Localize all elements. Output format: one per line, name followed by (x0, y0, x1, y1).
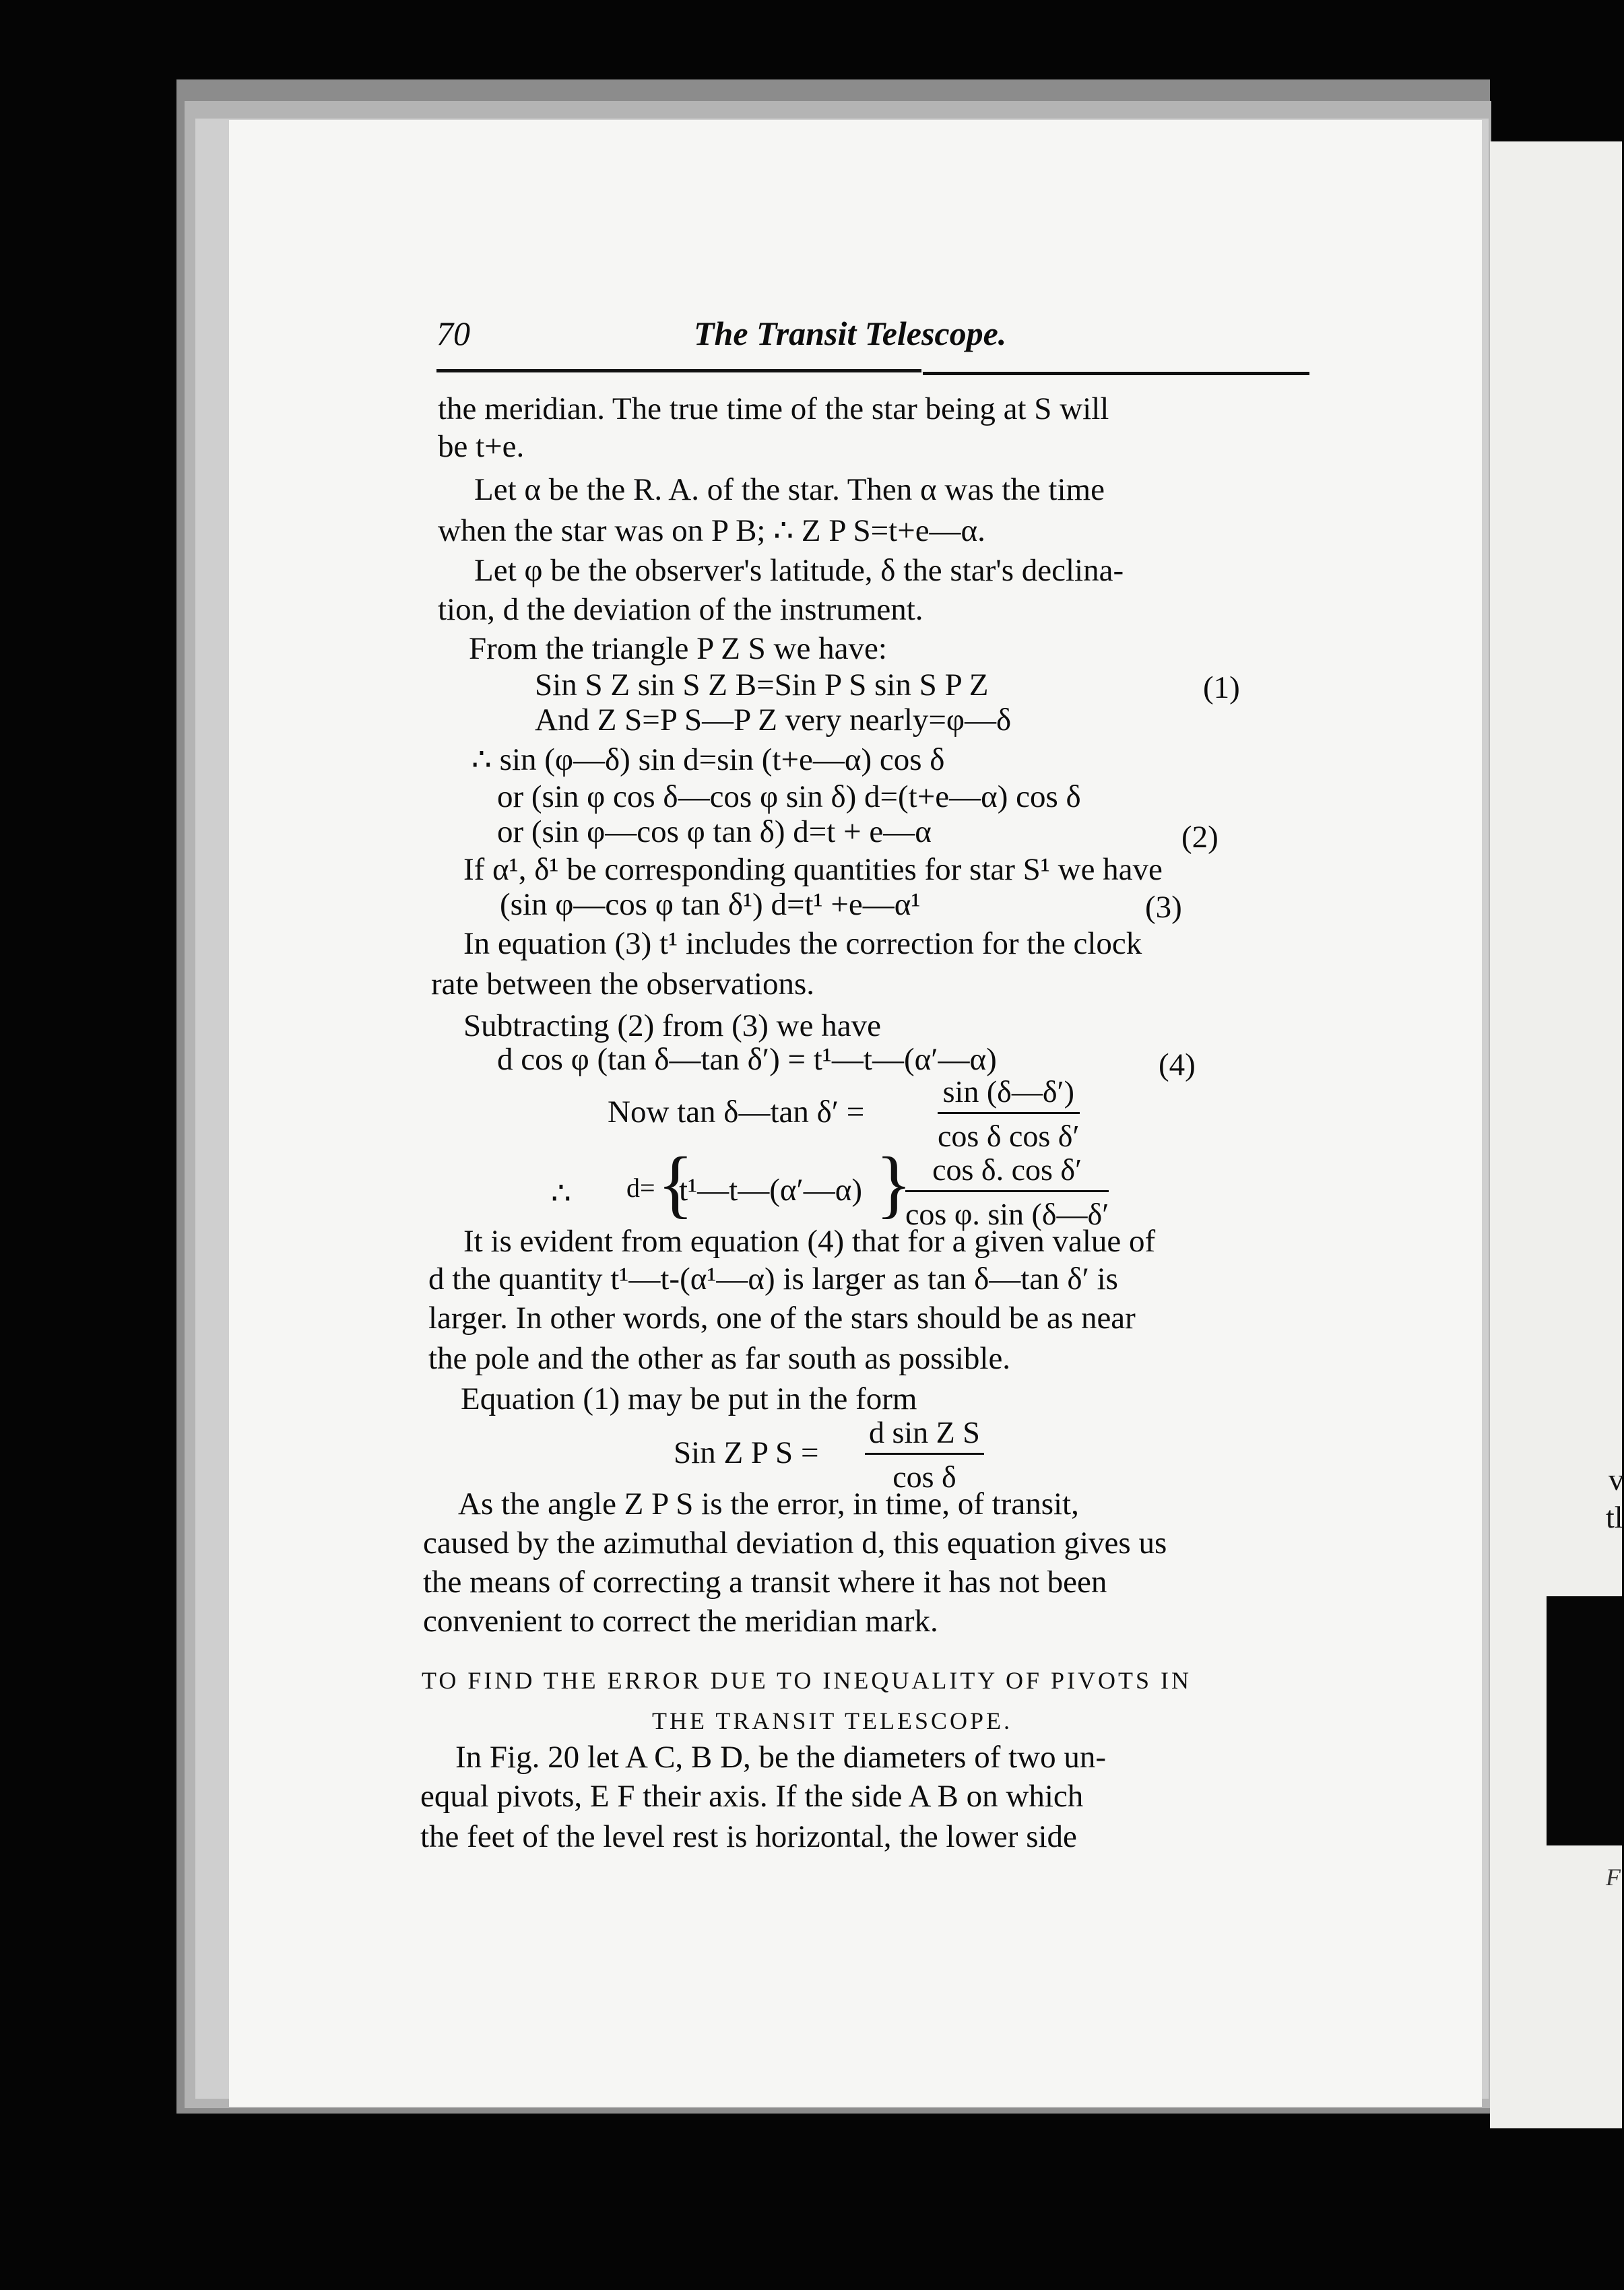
facing-page-fragment: v (1609, 1462, 1624, 1497)
equation-number: (3) (1145, 890, 1182, 925)
equation-line: ∴ sin (φ—δ) sin d=sin (t+e—α) cos δ (472, 742, 945, 777)
equation-number: (2) (1181, 820, 1219, 855)
text-line: the means of correcting a transit where it has not been (423, 1565, 1107, 1600)
section-heading: TO FIND THE ERROR DUE TO INEQUALITY OF PIVOTS IN (422, 1667, 1192, 1694)
fraction (905, 1152, 1109, 1232)
text-line: As the angle Z P S is the error, in time, of transit, (458, 1486, 1079, 1522)
text-line: convenient to correct the meridian mark. (423, 1604, 938, 1639)
text-line: caused by the azimuthal deviation d, this equation gives us (423, 1526, 1167, 1561)
text-line: d the quantity t¹—t-(α¹—α) is larger as tan δ—tan δ′ is (428, 1262, 1118, 1297)
equation-number: (1) (1203, 670, 1240, 705)
page-number: 70 (436, 315, 470, 352)
text-line: the pole and the other as far south as possible. (428, 1341, 1011, 1376)
equation-line: (sin φ—cos φ tan δ¹) d=t¹ +e—α¹ (500, 887, 921, 922)
section-heading: THE TRANSIT TELESCOPE. (652, 1707, 1013, 1734)
equation-line: t¹—t—(α′—α) (679, 1173, 863, 1208)
text-line: equal pivots, E F their axis. If the side A B on which (420, 1779, 1084, 1814)
text-line: be t+e. (438, 429, 525, 464)
text-line: larger. In other words, one of the stars should be as near (428, 1301, 1136, 1336)
text-line: the meridian. The true time of the star being at S will (438, 391, 1109, 426)
header-rule (923, 372, 1309, 375)
left-brace: { (657, 1142, 694, 1226)
fraction (938, 1074, 1080, 1154)
fraction-numerator: d sin Z S (865, 1414, 984, 1455)
text-line: It is evident from equation (4) that for a given value of (463, 1224, 1156, 1259)
header-rule (436, 369, 921, 372)
fraction-numerator: sin (δ—δ′) (938, 1074, 1080, 1114)
right-brace: } (876, 1142, 912, 1226)
equation-line: And Z S=P S—P Z very nearly=φ—δ (535, 702, 1012, 738)
fraction-numerator: cos δ. cos δ′ (905, 1152, 1109, 1192)
running-head: The Transit Telescope. (694, 315, 1007, 352)
text-line: the feet of the level rest is horizontal, the lower side (420, 1819, 1077, 1854)
text-line: Let α be the R. A. of the star. Then α was the time (474, 472, 1105, 507)
equation-line: or (sin φ—cos φ tan δ) d=t + e—α (497, 814, 932, 849)
equation-number: (4) (1159, 1047, 1196, 1082)
equation-line: Now tan δ—tan δ′ = (608, 1094, 865, 1130)
fraction-denominator: cos δ (892, 1460, 956, 1494)
text-line: If α¹, δ¹ be corresponding quantities for star S¹ we have (463, 852, 1163, 887)
text-line: Let φ be the observer's latitude, δ the star's declina- (474, 553, 1124, 588)
equation-line: Sin S Z sin S Z B=Sin P S sin S P Z (535, 667, 989, 702)
text-line: From the triangle P Z S we have: (469, 631, 887, 666)
fraction (865, 1414, 984, 1495)
text-line: In equation (3) t¹ includes the correction for the clock (463, 926, 1142, 961)
equation-line: or (sin φ cos δ—cos φ sin δ) d=(t+e—α) cos δ (497, 779, 1081, 814)
facing-page-black-block (1547, 1596, 1622, 1845)
text-line: tion, d the deviation of the instrument. (438, 592, 923, 627)
equation-line: d= (626, 1173, 655, 1203)
text-line: Equation (1) may be put in the form (461, 1381, 917, 1416)
equation-line: Sin Z P S = (674, 1435, 819, 1470)
fraction-denominator: cos δ cos δ′ (938, 1119, 1080, 1153)
equation-line: d cos φ (tan δ—tan δ′) = t¹—t—(α′—α) (497, 1042, 997, 1077)
text-line: In Fig. 20 let A C, B D, be the diameters of two un- (455, 1740, 1107, 1775)
facing-page-fragment: F (1606, 1864, 1621, 1891)
text-line: when the star was on P B; ∴ Z P S=t+e—α. (438, 513, 985, 548)
text-line: rate between the observations. (431, 967, 815, 1002)
therefore-symbol: ∴ (551, 1176, 571, 1211)
facing-page-fragment: tl (1606, 1500, 1623, 1534)
fraction-denominator: cos φ. sin (δ—δ′ (905, 1197, 1109, 1231)
text-line: Subtracting (2) from (3) we have (463, 1008, 881, 1043)
